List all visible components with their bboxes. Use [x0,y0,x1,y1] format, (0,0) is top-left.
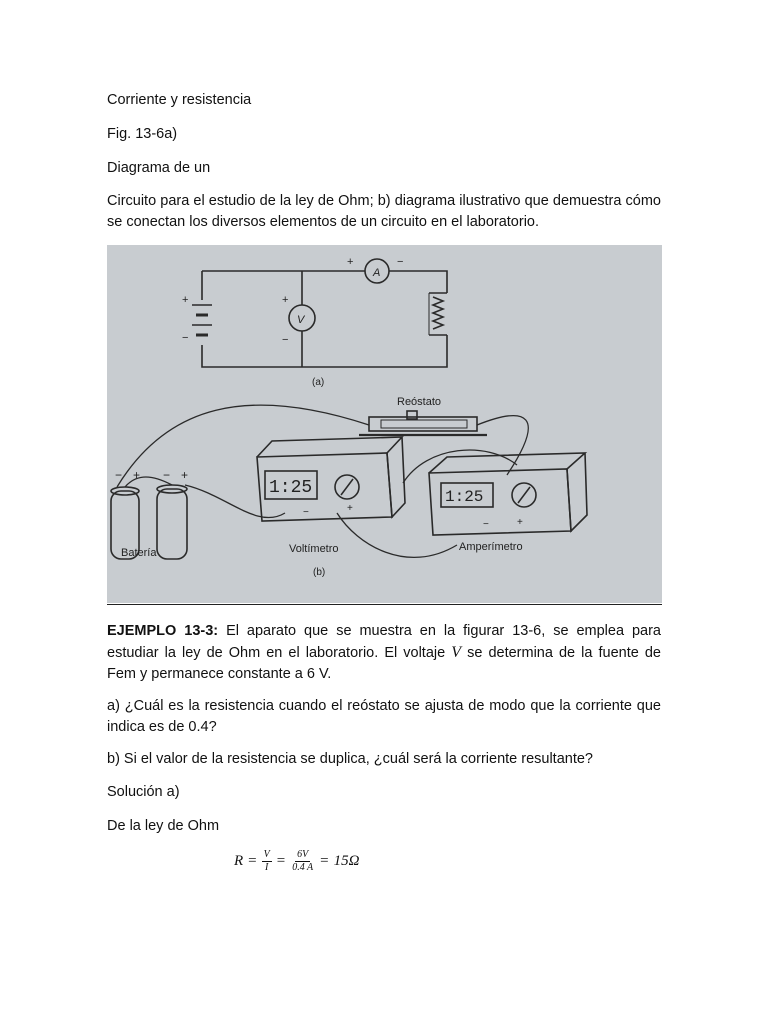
voltmeter-dial-needle [341,479,353,495]
diagram-intro: Diagrama de un [107,160,211,176]
plus-sign: + [182,294,189,306]
formula-equals: = [276,852,286,869]
minus-sign: − [182,332,189,344]
rheostat-coil [381,420,467,428]
reostato-label: Reóstato [397,396,442,408]
fraction-2-denominator: 0.4 A [292,861,314,873]
formula-equals: = [248,852,257,869]
voltimetro-label: Voltímetro [289,543,339,555]
ohm-formula [234,846,359,876]
battery-cell-right [157,489,187,559]
minus-sign: − [483,519,489,530]
minus-sign: − [115,468,123,482]
circuit-figure [107,245,662,603]
plus-sign: + [282,294,289,306]
fraction-1-denominator: I [265,861,269,873]
wire [117,405,369,487]
voltmeter-box-top [257,437,405,517]
example-label: EJEMPLO 13-3: [107,623,219,639]
fraction-2-numerator: 6V [297,848,309,860]
schematic-wire [202,271,447,293]
minus-sign: − [282,334,289,346]
amperimetro-label: Amperímetro [459,541,523,553]
formula-fraction-2 [290,849,315,874]
plus-sign: + [347,503,353,514]
rheostat-body [369,417,477,431]
question-b: b) Si el valor de la resistencia se duplica, ¿cuál será la corriente resultante? [107,751,593,767]
formula-fraction-1 [262,849,272,874]
label-b: (b) [313,567,326,578]
solution-label: Solución a) [107,784,180,800]
voltmeter-display-reading: 1:25 [269,478,313,498]
minus-sign: − [303,507,309,518]
formula-lhs: R [234,852,244,869]
minus-sign: − [397,256,404,268]
horizontal-rule [107,604,662,605]
schematic-wire [202,271,447,367]
plus-sign: + [181,468,189,482]
ammeter-label: A [373,267,381,279]
ammeter-display-reading: 1:25 [445,488,484,506]
figure-label: Fig. 13-6a) [107,126,178,142]
label-a: (a) [312,377,325,388]
plus-sign: + [133,468,141,482]
plus-sign: + [517,517,523,528]
wire [403,450,517,483]
formula-equals: = [320,852,329,869]
voltmeter-label: V [297,314,305,326]
formula-result: 15Ω [333,852,360,869]
fraction-1-numerator: V [263,848,270,860]
circuit-figure-drawing [107,245,662,603]
plus-sign: + [347,256,354,268]
variable-resistor [429,293,447,335]
question-a: a) ¿Cuál es la resistencia cuando el reóstato se ajusta de modo que la corriente que indica es de 0.4? [107,698,661,735]
minus-sign: − [163,468,171,482]
heading: Corriente y resistencia [107,92,252,108]
bateria-label: Batería [121,547,157,559]
ammeter-dial-needle [518,487,530,503]
example-paragraph [107,621,661,685]
example-text-part1: El aparato que se muestra en la figurar 13-6, se emplea para estudiar la ley de Ohm en el laboratorio. El voltaje [107,623,661,661]
wire [477,416,528,475]
example-text-part2: se determina de la fuente de Fem y permanece constante a 6 V. [107,645,661,682]
figure-caption: Circuito para el estudio de la ley de Ohm; b) diagrama ilustrativo que demuestra cómo se conectan los diversos elementos de un circuito en el laboratorio. [107,193,661,230]
ohm-law-intro: De la ley de Ohm [107,818,220,834]
voltage-symbol: V [451,644,462,661]
